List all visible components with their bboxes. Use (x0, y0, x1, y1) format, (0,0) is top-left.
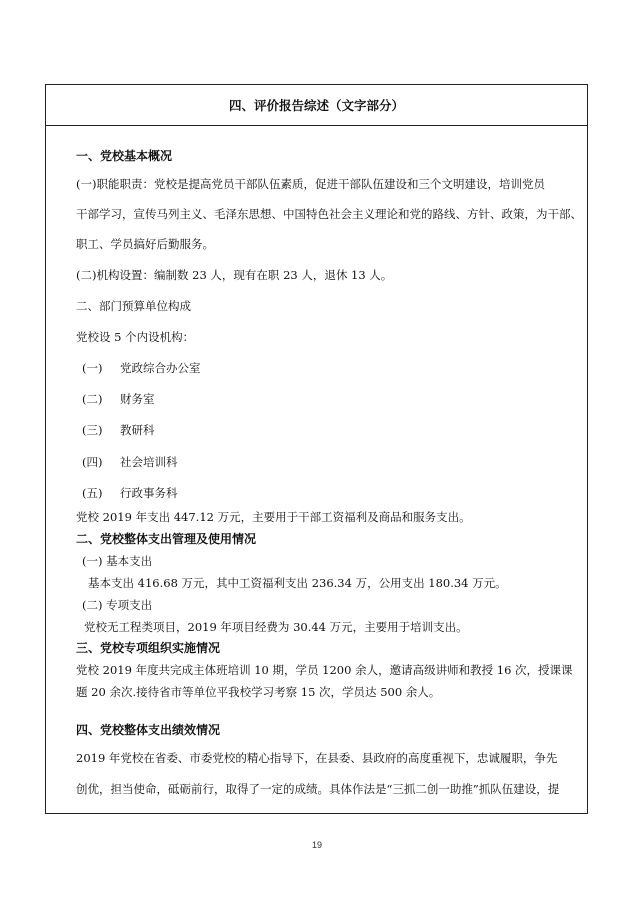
subheading-basic-expenditure: (一) 基本支出 (82, 554, 153, 568)
paragraph-duties-line-3: 职工、学员搞好后勤服务。 (76, 237, 214, 251)
paragraph-training-line-1: 党校 2019 年度共完成主体班培训 10 期，学员 1200 余人，邀请高级讲师和教授 16 次，授课课 (76, 663, 573, 677)
unit-number: (一) (82, 361, 103, 375)
paragraph-special-expenditure: 党校无工程类项目，2019 年项目经费为 30.44 万元，主要用于培训支出。 (84, 620, 468, 634)
unit-number: (四) (82, 455, 103, 469)
subheading-special-expenditure: (二) 专项支出 (82, 598, 153, 612)
heading-expenditure-management: 二、党校整体支出管理及使用情况 (76, 532, 257, 546)
unit-number: (五) (82, 486, 103, 500)
unit-name: 教研科 (120, 423, 155, 437)
paragraph-training-line-2: 题 20 余次.接待省市等单位平我校学习考察 15 次，学员达 500 余人。 (76, 685, 441, 699)
unit-name: 社会培训科 (120, 455, 178, 469)
unit-name: 财务室 (120, 392, 155, 406)
heading-performance: 四、党校整体支出绩效情况 (76, 723, 221, 737)
page-number: 19 (311, 840, 322, 850)
heading-special-implementation: 三、党校专项组织实施情况 (76, 641, 221, 655)
paragraph-performance-line-2: 创优，担当使命，砥砺前行，取得了一定的成绩。具体作法是“三抓二创一助推”抓队伍建设，提 (76, 782, 560, 796)
unit-name: 党政综合办公室 (120, 361, 201, 375)
unit-name: 行政事务科 (120, 486, 178, 500)
unit-number: (二) (82, 392, 103, 406)
paragraph-duties-line-2: 干部学习，宣传马列主义、毛泽东思想、中国特色社会主义理论和党的路线、方针、政策，为干部、 (76, 207, 582, 221)
report-frame (45, 84, 588, 814)
paragraph-structure: (二)机构设置：编制数 23 人，现有在职 23 人，退休 13 人。 (76, 268, 393, 282)
heading-overview: 一、党校基本概况 (76, 149, 173, 163)
paragraph-duties-line-1: (一)职能职责：党校是提高党员干部队伍素质，促进干部队伍建设和三个文明建设，培训党员 (76, 177, 545, 191)
section-title: 四、评价报告综述（文字部分） (46, 85, 587, 126)
paragraph-budget-units: 二、部门预算单位构成 (76, 299, 191, 313)
paragraph-performance-line-1: 2019 年党校在省委、市委党校的精心指导下，在县委、县政府的高度重视下，忠诚履职，争先 (76, 751, 558, 765)
paragraph-internal-units: 党校设 5 个内设机构： (76, 330, 195, 344)
report-content (46, 85, 587, 813)
paragraph-basic-expenditure: 基本支出 416.68 万元，其中工资福利支出 236.34 万，公用支出 180.34 万元。 (88, 576, 507, 590)
unit-number: (三) (82, 423, 103, 437)
paragraph-total-expenditure: 党校 2019 年支出 447.12 万元，主要用于干部工资福利及商品和服务支出。 (76, 510, 471, 524)
